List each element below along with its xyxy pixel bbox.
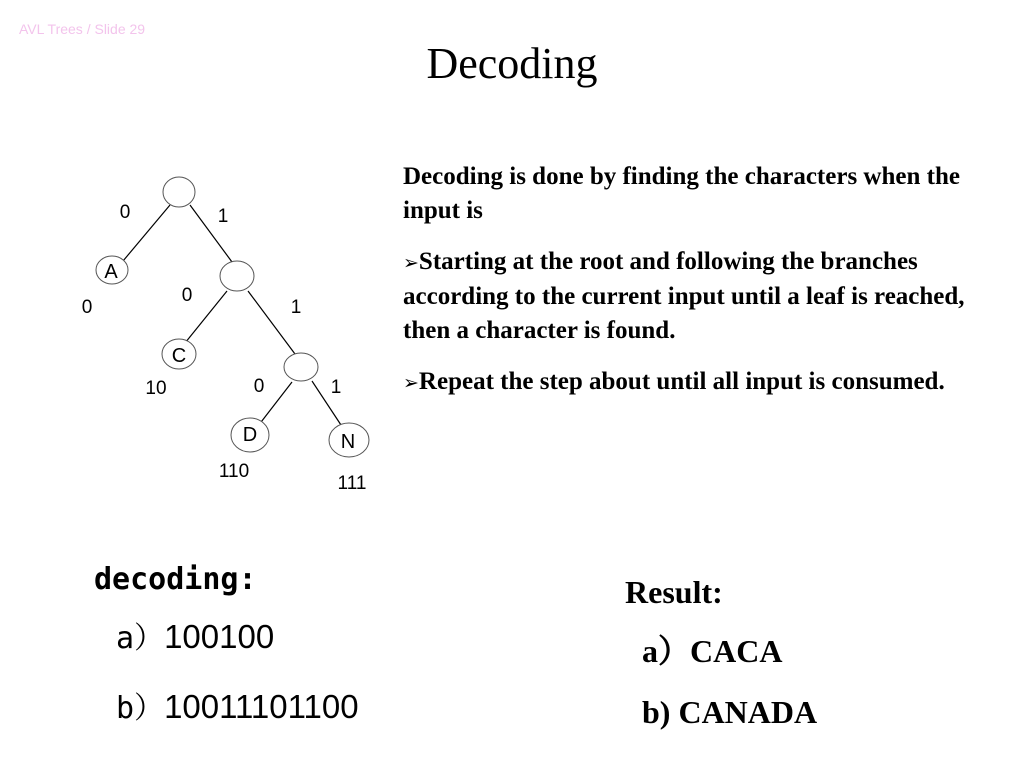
bullet-2-text: Repeat the step about until all input is consumed. [418,368,945,395]
edge-label-n2-right: 1 [330,377,342,398]
decoding-example-a [116,602,359,672]
code-label-N: 111 [337,473,367,494]
edge-label-root-right: 1 [217,206,229,227]
description-text [403,160,983,417]
leaf-label-C: C [171,345,187,367]
decoding-label: decoding: [94,562,257,597]
bullet-1-text: Starting at the root and following the branches according to the current input until a leaf is reached, then a character is found. [403,248,965,344]
edge-label-n1-left: 0 [181,285,193,306]
node-internal-1 [220,261,254,291]
leaf-label-D: D [242,424,258,446]
example-b-prefix: b） [116,691,165,726]
decoding-example-b [116,672,359,742]
slide-footer-tag: AVL Trees / Slide 29 [19,21,146,37]
decoding-examples [94,558,359,742]
arrow-bullet-icon: ➢ [403,252,419,274]
description-bullet-2 [403,365,983,400]
node-root [163,177,195,207]
description-bullet-1 [403,245,983,348]
example-a-value: 100100 [164,618,275,655]
result-label: Result: [625,574,723,610]
edge-label-n2-left: 0 [253,376,265,397]
result-b: b) CANADA [642,694,818,730]
code-label-C: 10 [145,378,167,399]
slide-title: Decoding [426,39,598,88]
edge-label-root-left: 0 [119,202,131,223]
huffman-tree-diagram [60,160,400,510]
example-b-value: 10011101100 [164,688,359,725]
leaf-label-N: N [340,431,356,453]
result-block [625,570,817,736]
leaf-label-A: A [104,261,118,283]
code-label-A: 0 [81,297,93,318]
description-intro: Decoding is done by finding the characters when the input is [403,163,960,224]
node-internal-2 [284,353,318,381]
code-label-D: 110 [218,461,250,482]
result-a: a）CACA [642,633,783,669]
edge-n1-n2 [248,291,295,354]
example-a-prefix: a） [116,621,165,656]
arrow-bullet-icon: ➢ [403,372,419,394]
edge-label-n1-right: 1 [290,297,302,318]
